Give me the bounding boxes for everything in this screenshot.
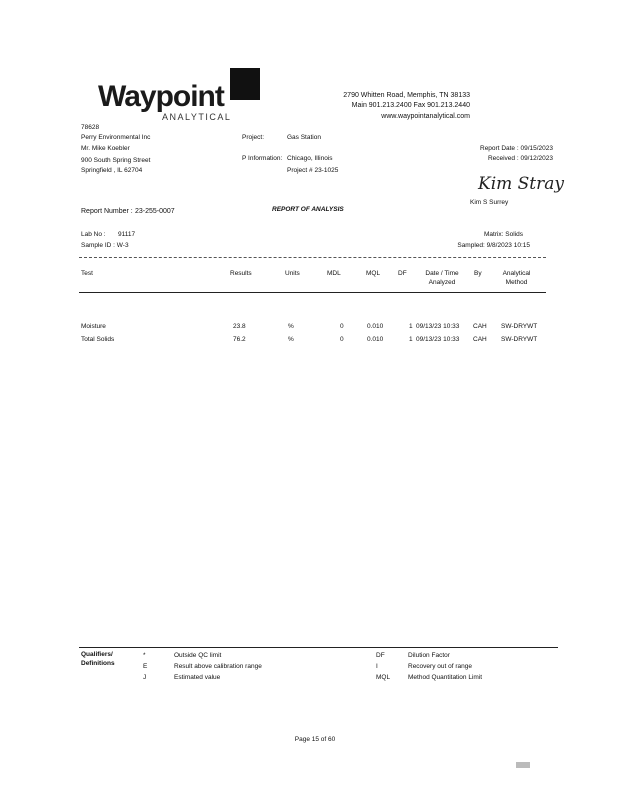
report-date: Report Date : 09/15/2023	[480, 145, 553, 152]
project-number: Project # 23-1025	[287, 167, 339, 174]
qualifier-code: *	[143, 652, 146, 659]
col-header-datetime: Date / Time	[425, 270, 459, 277]
sample-id: Sample ID : W-3	[81, 242, 129, 249]
report-number-value: 23-255-0007	[135, 208, 175, 215]
lab-number-label: Lab No :	[81, 231, 106, 238]
signatory-name: Kim S Surrey	[470, 199, 509, 206]
company-logo-subtitle: ANALYTICAL	[162, 112, 232, 122]
row-units: %	[288, 323, 294, 330]
qualifier-text: Method Quantitation Limit	[408, 674, 483, 681]
row-method: SW-DRYWT	[501, 323, 538, 330]
row-df: 1	[409, 323, 413, 330]
col-header-by: By	[474, 270, 482, 277]
lab-website: www.waypointanalytical.com	[381, 113, 470, 120]
col-header-mql: MQL	[366, 270, 381, 277]
row-mdl: 0	[340, 336, 344, 343]
section-divider	[79, 257, 546, 258]
col-header-results: Results	[230, 270, 252, 277]
qualifier-code: DF	[376, 652, 385, 659]
lab-address-line2: Main 901.213.2400 Fax 901.213.2440	[351, 102, 470, 109]
qualifier-code: MQL	[376, 674, 391, 681]
project-value: Gas Station	[287, 134, 321, 141]
qualifier-text: Outside QC limit	[174, 652, 222, 659]
row-datetime: 09/13/23 10:33	[416, 323, 460, 330]
project-label: Project:	[242, 134, 265, 141]
row-mql: 0.010	[367, 323, 384, 330]
row-by: CAH	[473, 336, 487, 343]
qualifiers-heading: Qualifiers/	[81, 651, 113, 658]
row-results: 23.8	[233, 323, 246, 330]
qualifier-text: Recovery out of range	[408, 663, 472, 670]
row-method: SW-DRYWT	[501, 336, 538, 343]
project-info-label: P Information:	[242, 155, 283, 162]
logo-square-icon	[230, 68, 260, 100]
lab-address-line1: 2790 Whitten Road, Memphis, TN 38133	[343, 92, 470, 99]
company-logo-wordmark: Waypoint	[98, 80, 224, 113]
client-id: 78628	[81, 124, 100, 131]
client-city: Springfield , IL 62704	[81, 167, 143, 174]
sample-sampled-date: Sampled: 9/8/2023 10:15	[457, 242, 530, 249]
col-header-mdl: MDL	[327, 270, 341, 277]
col-header-df: DF	[398, 270, 407, 277]
qualifier-text: Result above calibration range	[174, 663, 262, 670]
report-title: REPORT OF ANALYSIS	[272, 206, 344, 213]
row-units: %	[288, 336, 294, 343]
col-header-method: Analytical	[502, 270, 531, 277]
row-datetime: 09/13/23 10:33	[416, 336, 460, 343]
client-company: Perry Environmental Inc	[81, 134, 151, 141]
row-test: Total Solids	[81, 336, 115, 343]
client-street: 900 South Spring Street	[81, 157, 151, 164]
lab-number-value: 91117	[118, 231, 136, 238]
definitions-heading: Definitions	[81, 660, 115, 667]
sample-matrix: Matrix: Solids	[483, 231, 523, 238]
project-info-value: Chicago, Illinois	[287, 155, 333, 162]
table-header-rule	[79, 292, 546, 293]
report-number-label: Report Number :	[81, 208, 133, 215]
page-number: Page 15 of 60	[294, 736, 336, 743]
qualifier-code: I	[376, 663, 378, 670]
row-by: CAH	[473, 323, 487, 330]
qualifier-text: Dilution Factor	[408, 652, 450, 659]
qualifier-code: E	[143, 663, 148, 670]
row-test: Moisture	[81, 323, 106, 330]
col-header-method-2: Method	[505, 279, 528, 286]
col-header-test: Test	[81, 270, 93, 277]
row-df: 1	[409, 336, 413, 343]
signature: Kim Stray	[478, 174, 565, 194]
qualifier-code: J	[143, 674, 147, 681]
client-contact: Mr. Mike Koebler	[81, 145, 130, 152]
qualifier-text: Estimated value	[174, 674, 221, 681]
row-mql: 0.010	[367, 336, 384, 343]
row-mdl: 0	[340, 323, 344, 330]
qualifiers-rule	[79, 647, 558, 648]
col-header-units: Units	[285, 270, 300, 277]
scan-mark-icon	[516, 762, 530, 768]
col-header-analyzed: Analyzed	[428, 279, 456, 286]
row-results: 76.2	[233, 336, 246, 343]
received-date: Received : 09/12/2023	[487, 155, 553, 162]
